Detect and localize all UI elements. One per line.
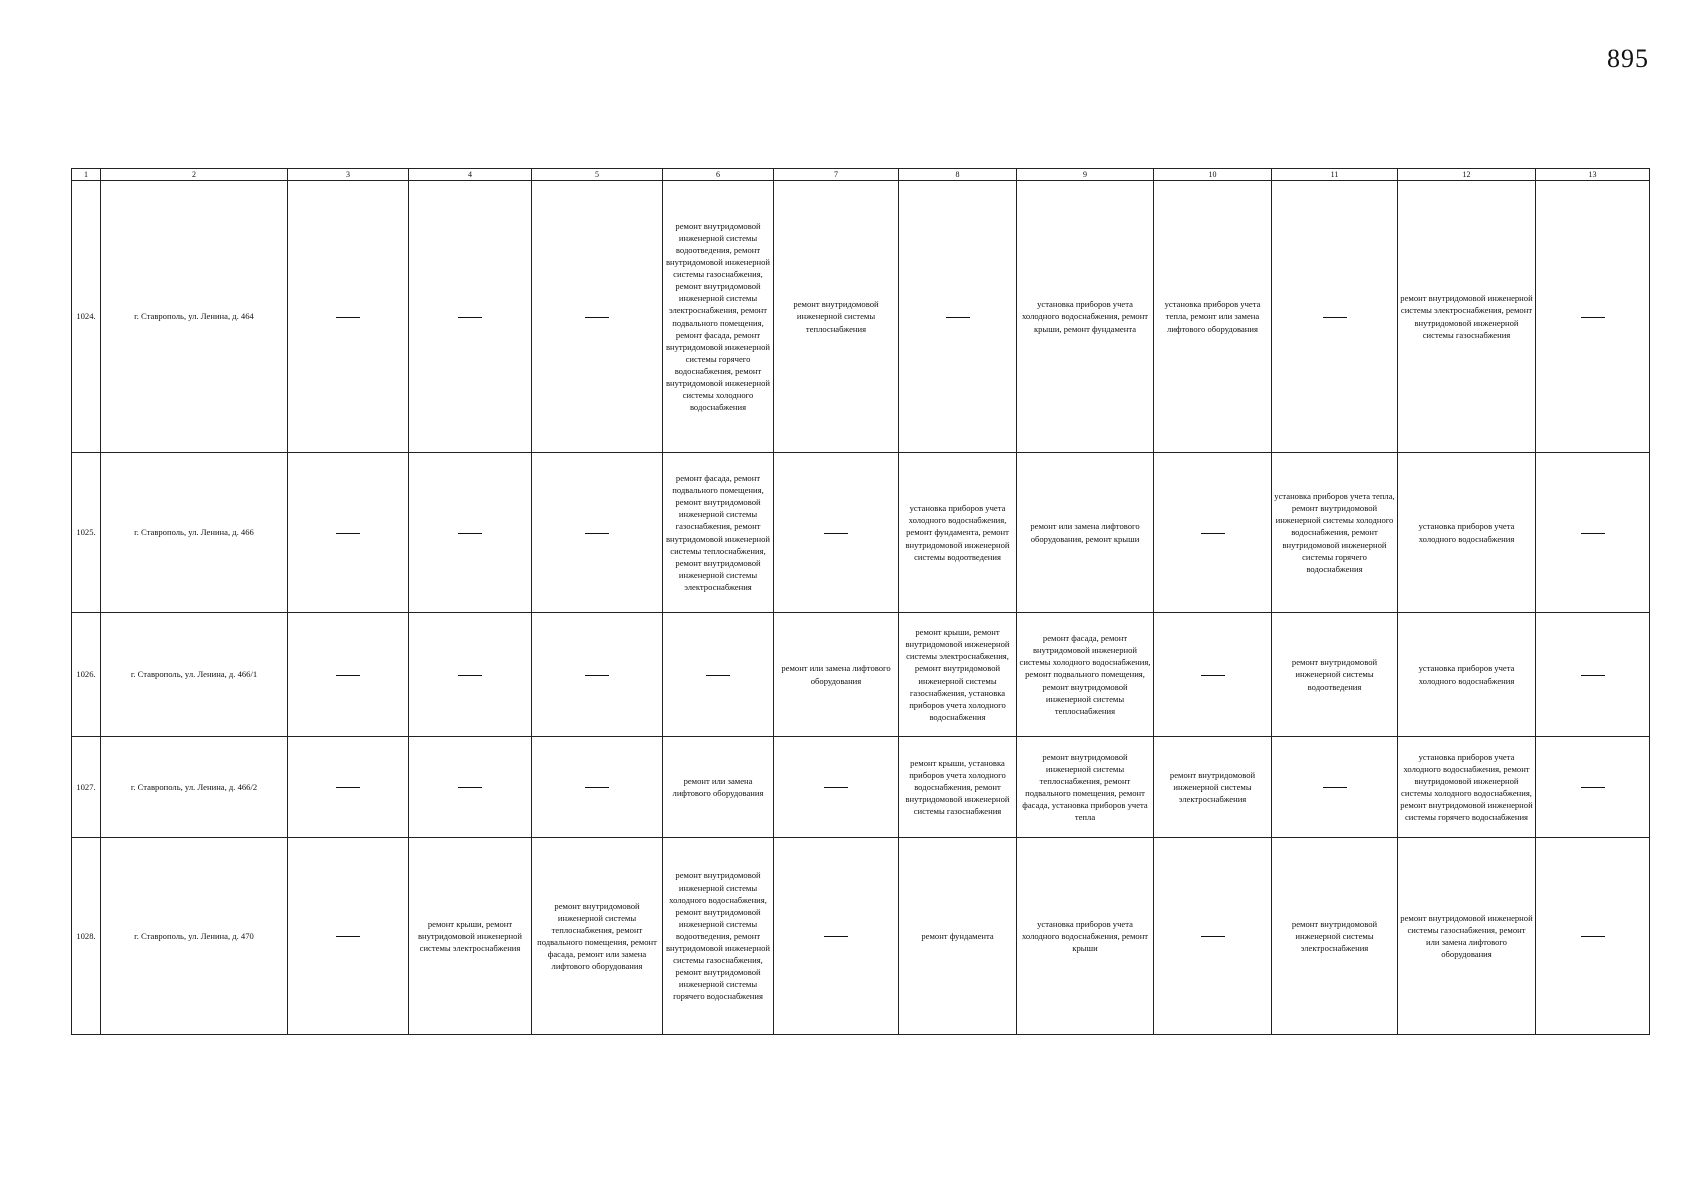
table-cell bbox=[1536, 737, 1650, 838]
table-cell bbox=[774, 453, 899, 613]
table-row bbox=[72, 181, 1650, 453]
table-cell bbox=[1154, 453, 1272, 613]
table-cell bbox=[409, 737, 532, 838]
dash-mark bbox=[1581, 675, 1605, 676]
dash-mark bbox=[946, 317, 970, 318]
row-number: 1027. bbox=[72, 737, 101, 838]
column-number: 12 bbox=[1398, 169, 1536, 181]
dash-mark bbox=[1581, 787, 1605, 788]
table-cell bbox=[532, 737, 663, 838]
dash-mark bbox=[336, 533, 360, 534]
table-cell: ремонт внутридомовой инженерной системы электроснабжения bbox=[1272, 838, 1398, 1035]
table-cell bbox=[409, 613, 532, 737]
table-cell bbox=[1272, 737, 1398, 838]
column-number: 6 bbox=[663, 169, 774, 181]
dash-mark bbox=[336, 675, 360, 676]
table-cell: установка приборов учета холодного водоснабжения bbox=[1398, 613, 1536, 737]
table-cell: установка приборов учета холодного водоснабжения, ремонт крыши, ремонт фундамента bbox=[1017, 181, 1154, 453]
column-number: 3 bbox=[288, 169, 409, 181]
table-cell: ремонт крыши, ремонт внутридомовой инженерной системы электроснабжения bbox=[409, 838, 532, 1035]
dash-mark bbox=[1581, 533, 1605, 534]
dash-mark bbox=[336, 936, 360, 937]
table-cell: ремонт фасада, ремонт подвального помещения, ремонт внутридомовой инженерной системы газоснабжения, ремонт внутридомовой инженерной системы теплоснабжения, ремонт внутридомовой инженерной системы электроснабжения bbox=[663, 453, 774, 613]
dash-mark bbox=[1581, 317, 1605, 318]
table-cell bbox=[288, 453, 409, 613]
table-cell bbox=[532, 613, 663, 737]
column-number: 10 bbox=[1154, 169, 1272, 181]
dash-mark bbox=[458, 787, 482, 788]
row-number: 1026. bbox=[72, 613, 101, 737]
table-cell: ремонт внутридомовой инженерной системы холодного водоснабжения, ремонт внутридомовой инженерной системы водоотведения, ремонт внутридомовой инженерной системы газоснабжения, ремонт внутридомовой инженерной системы горячего водоснабжения bbox=[663, 838, 774, 1035]
dash-mark bbox=[1201, 675, 1225, 676]
table-cell bbox=[409, 453, 532, 613]
table-cell: ремонт крыши, ремонт внутридомовой инженерной системы электроснабжения, ремонт внутридомовой инженерной системы газоснабжения, установка приборов учета холодного водоснабжения bbox=[899, 613, 1017, 737]
table-cell bbox=[288, 737, 409, 838]
table-cell bbox=[288, 838, 409, 1035]
table-cell bbox=[899, 181, 1017, 453]
table-cell: ремонт внутридомовой инженерной системы газоснабжения, ремонт или замена лифтового оборудования bbox=[1398, 838, 1536, 1035]
table-cell: установка приборов учета тепла, ремонт внутридомовой инженерной системы холодного водоснабжения, ремонт внутридомовой инженерной системы горячего водоснабжения bbox=[1272, 453, 1398, 613]
table-cell: ремонт внутридомовой инженерной системы водоотведения, ремонт внутридомовой инженерной системы газоснабжения, ремонт внутридомовой инженерной системы электроснабжения, ремонт подвального помещения, ремонт фасада, ремонт внутридомовой инженерной системы горячего водоснабжения, ремонт внутридомовой инженерной системы холодного водоснабжения bbox=[663, 181, 774, 453]
table-cell bbox=[774, 737, 899, 838]
dash-mark bbox=[824, 787, 848, 788]
dash-mark bbox=[336, 317, 360, 318]
column-number-row bbox=[72, 169, 1650, 181]
table-cell: установка приборов учета холодного водоснабжения bbox=[1398, 453, 1536, 613]
dash-mark bbox=[1201, 936, 1225, 937]
column-number: 4 bbox=[409, 169, 532, 181]
work-register-table bbox=[71, 168, 1650, 1035]
page-number: 895 bbox=[1607, 44, 1649, 73]
row-address: г. Ставрополь, ул. Ленина, д. 466/2 bbox=[101, 737, 288, 838]
table-cell bbox=[1536, 838, 1650, 1035]
table-cell bbox=[1154, 613, 1272, 737]
table-cell bbox=[532, 453, 663, 613]
dash-mark bbox=[458, 533, 482, 534]
dash-mark bbox=[1323, 787, 1347, 788]
column-number: 13 bbox=[1536, 169, 1650, 181]
row-address: г. Ставрополь, ул. Ленина, д. 464 bbox=[101, 181, 288, 453]
dash-mark bbox=[1201, 533, 1225, 534]
table-cell: ремонт или замена лифтового оборудования bbox=[774, 613, 899, 737]
dash-mark bbox=[1323, 317, 1347, 318]
table-cell bbox=[1154, 838, 1272, 1035]
table-cell bbox=[663, 613, 774, 737]
column-number: 7 bbox=[774, 169, 899, 181]
dash-mark bbox=[706, 675, 730, 676]
table-cell: установка приборов учета холодного водоснабжения, ремонт фундамента, ремонт внутридомовой инженерной системы водоотведения bbox=[899, 453, 1017, 613]
dash-mark bbox=[458, 675, 482, 676]
table-cell: ремонт или замена лифтового оборудования bbox=[663, 737, 774, 838]
row-number: 1028. bbox=[72, 838, 101, 1035]
column-number: 2 bbox=[101, 169, 288, 181]
table-cell: ремонт внутридомовой инженерной системы теплоснабжения bbox=[774, 181, 899, 453]
table-cell bbox=[1272, 181, 1398, 453]
dash-mark bbox=[824, 936, 848, 937]
row-address: г. Ставрополь, ул. Ленина, д. 470 bbox=[101, 838, 288, 1035]
column-number: 1 bbox=[72, 169, 101, 181]
dash-mark bbox=[336, 787, 360, 788]
dash-mark bbox=[824, 533, 848, 534]
table-row bbox=[72, 453, 1650, 613]
table-body bbox=[72, 181, 1650, 1035]
table-cell bbox=[532, 181, 663, 453]
column-number: 8 bbox=[899, 169, 1017, 181]
column-number: 5 bbox=[532, 169, 663, 181]
dash-mark bbox=[458, 317, 482, 318]
dash-mark bbox=[585, 675, 609, 676]
table-cell bbox=[1536, 453, 1650, 613]
table-row bbox=[72, 737, 1650, 838]
table-cell: установка приборов учета холодного водоснабжения, ремонт внутридомовой инженерной системы холодного водоснабжения, ремонт внутридомовой инженерной системы горячего водоснабжения bbox=[1398, 737, 1536, 838]
dash-mark bbox=[1581, 936, 1605, 937]
dash-mark bbox=[585, 787, 609, 788]
table-cell: ремонт внутридомовой инженерной системы электроснабжения, ремонт внутридомовой инженерной системы газоснабжения bbox=[1398, 181, 1536, 453]
table-cell bbox=[288, 181, 409, 453]
row-address: г. Ставрополь, ул. Ленина, д. 466 bbox=[101, 453, 288, 613]
column-number: 11 bbox=[1272, 169, 1398, 181]
table-cell: ремонт внутридомовой инженерной системы теплоснабжения, ремонт подвального помещения, ремонт фасада, ремонт или замена лифтового оборудования bbox=[532, 838, 663, 1035]
table-cell bbox=[288, 613, 409, 737]
table-cell bbox=[1536, 613, 1650, 737]
row-address: г. Ставрополь, ул. Ленина, д. 466/1 bbox=[101, 613, 288, 737]
table-cell: ремонт фасада, ремонт внутридомовой инженерной системы холодного водоснабжения, ремонт подвального помещения, ремонт внутридомовой инженерной системы теплоснабжения bbox=[1017, 613, 1154, 737]
table-cell: ремонт внутридомовой инженерной системы водоотведения bbox=[1272, 613, 1398, 737]
table-cell: ремонт внутридомовой инженерной системы электроснабжения bbox=[1154, 737, 1272, 838]
table-cell: ремонт фундамента bbox=[899, 838, 1017, 1035]
dash-mark bbox=[585, 317, 609, 318]
row-number: 1025. bbox=[72, 453, 101, 613]
table-cell bbox=[1536, 181, 1650, 453]
table-cell: установка приборов учета тепла, ремонт или замена лифтового оборудования bbox=[1154, 181, 1272, 453]
row-number: 1024. bbox=[72, 181, 101, 453]
table-cell: ремонт крыши, установка приборов учета холодного водоснабжения, ремонт внутридомовой инженерной системы газоснабжения bbox=[899, 737, 1017, 838]
table-row bbox=[72, 838, 1650, 1035]
table-cell: ремонт или замена лифтового оборудования, ремонт крыши bbox=[1017, 453, 1154, 613]
table-cell: установка приборов учета холодного водоснабжения, ремонт крыши bbox=[1017, 838, 1154, 1035]
table-cell bbox=[774, 838, 899, 1035]
table-cell bbox=[409, 181, 532, 453]
dash-mark bbox=[585, 533, 609, 534]
column-number: 9 bbox=[1017, 169, 1154, 181]
table-row bbox=[72, 613, 1650, 737]
table-cell: ремонт внутридомовой инженерной системы теплоснабжения, ремонт подвального помещения, ремонт фасада, установка приборов учета тепла bbox=[1017, 737, 1154, 838]
